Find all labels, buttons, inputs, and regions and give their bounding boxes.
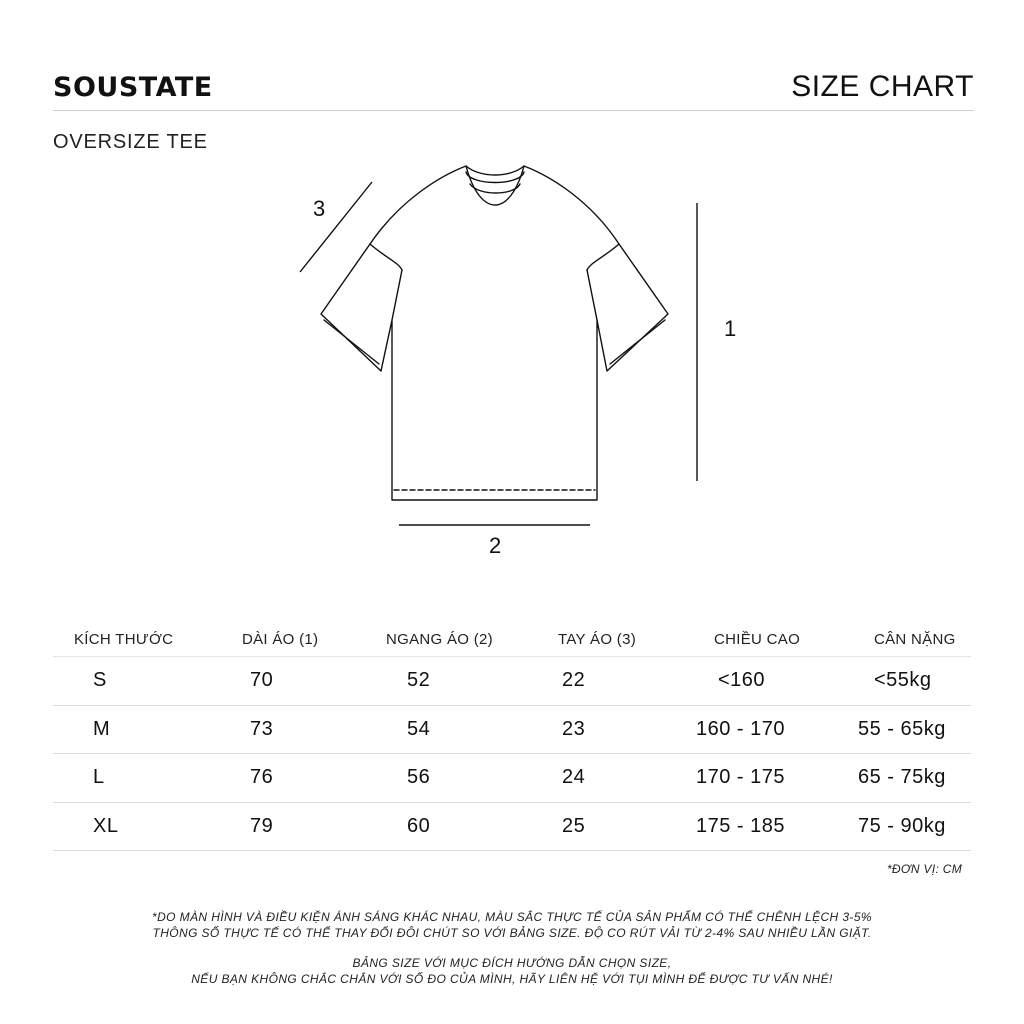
cell-width: 56 (407, 766, 431, 789)
cell-sleeve: 25 (562, 814, 586, 837)
guidance-line-1: BẢNG SIZE VỚI MỤC ĐÍCH HƯỚNG DẪN CHỌN SIZE, (352, 956, 672, 970)
cell-width: 60 (407, 814, 431, 837)
sleeve-label: 3 (313, 196, 326, 221)
disclaimer-line-2: THÔNG SỐ THỰC TẾ CÓ THỂ THAY ĐỔI ĐÔI CHÚT SO VỚI BẢNG SIZE. ĐỘ CO RÚT VẢI TỪ 2-4% SAU NHIỀU LẦN GIẶT. (152, 926, 872, 940)
disclaimer-line-1: *DO MÀN HÌNH VÀ ĐIỀU KIỆN ÁNH SÁNG KHÁC NHAU, MÀU SẮC THỰC TẾ CỦA SẢN PHẨM CÓ THỂ CHÊNH LỆCH 3-5% (152, 910, 872, 924)
cell-weight: <55kg (874, 669, 932, 692)
cell-height: <160 (718, 669, 766, 692)
column-header-weight: CÂN NẶNG (874, 630, 956, 648)
column-header-height: CHIỀU CAO (714, 630, 801, 648)
cell-sleeve: 24 (562, 766, 586, 789)
table-row (53, 706, 971, 755)
cell-size: M (93, 717, 111, 740)
product-name: OVERSIZE TEE (53, 131, 208, 153)
cell-sleeve: 22 (562, 669, 586, 692)
column-header-width: NGANG ÁO (2) (386, 630, 493, 648)
brand-logo: SOUSTATE (53, 72, 213, 103)
cell-weight: 65 - 75kg (858, 766, 946, 789)
cell-weight: 55 - 65kg (858, 717, 946, 740)
cell-height: 170 - 175 (696, 766, 786, 789)
cell-width: 54 (407, 717, 431, 740)
cell-sleeve: 23 (562, 717, 586, 740)
cell-size: XL (93, 814, 119, 837)
cell-length: 79 (250, 814, 274, 837)
table-row (53, 657, 971, 706)
table-row (53, 754, 971, 803)
cell-weight: 75 - 90kg (858, 814, 946, 837)
table-header (53, 622, 971, 657)
cell-height: 175 - 185 (696, 814, 786, 837)
cell-length: 73 (250, 717, 274, 740)
cell-height: 160 - 170 (696, 717, 786, 740)
cell-length: 70 (250, 669, 274, 692)
column-header-length: DÀI ÁO (1) (242, 630, 319, 648)
measure-line-sleeve (300, 182, 372, 272)
cell-size: S (93, 669, 107, 692)
length-label: 1 (724, 316, 737, 341)
table-row (53, 803, 971, 852)
guidance-line-2: NẾU BẠN KHÔNG CHẮC CHẮN VỚI SỐ ĐO CỦA MÌNH, HÃY LIÊN HỆ VỚI TỤI MÌNH ĐỂ ĐƯỢC TƯ VẤN NHÉ! (191, 972, 833, 986)
column-header-sleeve: TAY ÁO (3) (558, 630, 637, 648)
cell-length: 76 (250, 766, 274, 789)
cell-size: L (93, 766, 105, 789)
cell-width: 52 (407, 669, 431, 692)
width-label: 2 (489, 533, 502, 558)
tshirt-outline (321, 166, 668, 500)
unit-note: *ĐƠN VỊ: CM (886, 862, 962, 876)
page-title: SIZE CHART (791, 70, 974, 103)
column-header-size: KÍCH THƯỚC (74, 630, 174, 648)
size-table (53, 622, 971, 851)
